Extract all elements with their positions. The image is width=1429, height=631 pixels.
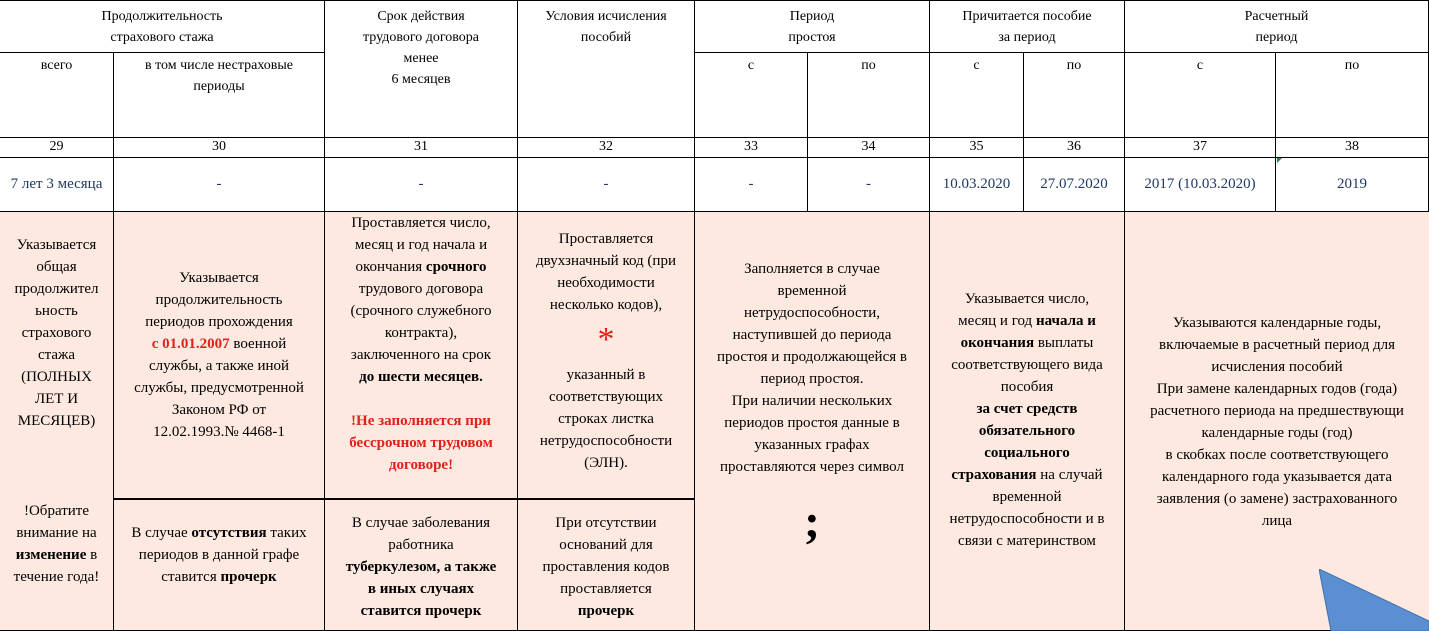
desc-line: При наличии нескольких — [731, 393, 893, 409]
desc-line: временной — [777, 283, 847, 299]
desc-line: Заполняется в случае — [744, 261, 880, 277]
desc-line: туберкулезом, а также — [345, 559, 497, 575]
desc-line: продолжител — [14, 281, 99, 297]
desc-line: исчисления пособий — [1211, 359, 1343, 375]
desc-line: нетрудоспособности, — [743, 305, 881, 321]
col-number: 35 — [930, 138, 1024, 158]
desc-line: трудового договора — [358, 281, 484, 297]
desc-line: ставится прочерк — [360, 603, 482, 619]
desc-line: календарные годы (год) — [1201, 425, 1353, 441]
desc-bold: срочного — [425, 259, 487, 275]
desc-text: таких — [270, 525, 307, 541]
desc-line: соответствующих — [549, 389, 663, 405]
col-number: 33 — [695, 138, 808, 158]
header-benefit-to: по — [1024, 53, 1125, 138]
desc-line: в скобках после соответствующего — [1165, 447, 1389, 463]
header-text: менее — [403, 51, 439, 66]
desc-line: необходимости — [557, 275, 655, 291]
desc-benefit-period — [930, 212, 1125, 631]
desc-line: простоя и продолжающейся в — [717, 349, 907, 365]
col-number: 32 — [518, 138, 695, 158]
desc-line: контракта), — [384, 325, 458, 341]
desc-line: строках листка — [558, 411, 654, 427]
desc-line: оснований для — [559, 537, 653, 553]
value-calc-to[interactable]: 2019 — [1276, 158, 1429, 212]
desc-line: лица — [1261, 513, 1293, 529]
desc-bold: окончания — [960, 335, 1035, 351]
desc-line — [161, 566, 276, 588]
header-contract-term — [325, 0, 518, 138]
desc-line: проставляется — [560, 581, 652, 597]
desc-conditions-absent — [518, 499, 695, 631]
desc-line: расчетного периода на предшествующи — [1150, 403, 1404, 419]
desc-text: ставится — [161, 569, 217, 585]
desc-line: заявления (о замене) застрахованного — [1156, 491, 1398, 507]
desc-line: прочерк — [577, 603, 635, 619]
desc-line: месяц и год начала и — [354, 237, 488, 253]
desc-line — [355, 256, 486, 278]
desc-downtime — [695, 212, 930, 631]
desc-line: заключенного на срок — [350, 347, 492, 363]
desc-text: на случай — [1040, 467, 1103, 483]
value-downtime-from[interactable]: - — [695, 158, 808, 212]
header-non-insurance — [114, 53, 325, 138]
desc-line: МЕСЯЦЕВ) — [17, 413, 96, 429]
desc-line: календарного года указывается дата — [1161, 469, 1393, 485]
desc-line: временной — [992, 489, 1062, 505]
desc-line: проставления кодов — [542, 559, 670, 575]
desc-line: за счет средств — [976, 401, 1078, 417]
desc-line — [958, 310, 1096, 332]
desc-warning: бессрочном трудовом — [349, 435, 493, 451]
desc-line — [131, 522, 306, 544]
header-text: Причитается пособие — [962, 9, 1092, 24]
header-benefit-from: с — [930, 53, 1024, 138]
desc-line: до шести месяцев. — [359, 369, 483, 385]
header-downtime-from: с — [695, 53, 808, 138]
asterisk-icon: * — [597, 321, 615, 358]
desc-warning: !Не заполняется при — [351, 413, 491, 429]
desc-line: периодов простоя данные в — [724, 415, 900, 431]
desc-line: периодов прохождения — [145, 314, 293, 330]
header-calc-period — [1125, 0, 1429, 53]
desc-text: внимание на — [16, 525, 97, 541]
col-number: 30 — [114, 138, 325, 158]
desc-bold: изменение — [15, 547, 87, 563]
desc-line: работника — [388, 537, 454, 553]
desc-non-insurance-absent — [114, 499, 325, 631]
desc-line: Законом РФ от — [171, 402, 267, 418]
desc-line: Указываются календарные годы, — [1172, 315, 1382, 331]
header-text: 6 месяцев — [391, 72, 451, 87]
desc-non-insurance — [114, 212, 325, 499]
desc-line: наступившей до периода — [732, 327, 892, 343]
desc-line: общая — [36, 259, 77, 275]
triangle-shape — [1319, 569, 1429, 631]
value-downtime-to[interactable]: - — [808, 158, 930, 212]
desc-total-length — [0, 212, 114, 631]
desc-line — [152, 333, 287, 355]
header-calc-from: с — [1125, 53, 1276, 138]
desc-line: Указывается число, — [964, 291, 1090, 307]
desc-line: Указывается — [16, 237, 97, 253]
header-text: пособий — [580, 30, 632, 45]
desc-line: Проставляется — [558, 231, 654, 247]
header-text: страхового стажа — [110, 30, 214, 45]
header-text: Расчетный — [1244, 9, 1309, 24]
desc-line: ЛЕТ И — [34, 391, 79, 407]
value-calc-from[interactable]: 2017 (10.03.2020) — [1125, 158, 1276, 212]
header-text: за период — [998, 30, 1056, 45]
desc-bold: начала и — [1035, 313, 1096, 329]
value-benefit-to[interactable]: 27.07.2020 — [1024, 158, 1125, 212]
cell-comment-marker — [1277, 158, 1282, 163]
header-text: Срок действия — [377, 9, 465, 24]
desc-line: продолжительность — [155, 292, 283, 308]
header-text: Период — [789, 9, 835, 24]
desc-text: месяц и год — [958, 313, 1033, 329]
desc-line: проставляются через символ — [720, 459, 904, 475]
desc-line: периодов в данной графе — [138, 547, 300, 563]
desc-bold: страхования — [951, 467, 1037, 483]
semicolon-symbol: ; — [804, 495, 820, 548]
desc-line: нетрудоспособности и в — [949, 511, 1105, 527]
desc-note: !Обратите — [23, 503, 90, 519]
desc-text: военной — [233, 336, 287, 352]
desc-line: период простоя. — [760, 371, 864, 387]
desc-warning: договоре! — [388, 457, 454, 473]
desc-note: течение года! — [13, 569, 100, 585]
desc-date: с 01.01.2007 — [151, 336, 230, 352]
value-non-insurance[interactable]: - — [114, 158, 325, 212]
value-benefit-from[interactable]: 10.03.2020 — [930, 158, 1024, 212]
desc-line: службы, предусмотренной — [134, 380, 304, 396]
col-number: 31 — [325, 138, 518, 158]
value-total-length[interactable]: 7 лет 3 месяца — [0, 158, 114, 212]
desc-line: в иных случаях — [367, 581, 475, 597]
desc-line: При замене календарных годов (года) — [1156, 381, 1398, 397]
header-downtime-to: по — [808, 53, 930, 138]
desc-line: (срочного служебного — [350, 303, 492, 319]
desc-line: социального — [984, 445, 1070, 461]
col-number: 38 — [1276, 138, 1429, 158]
header-benefit-period — [930, 0, 1125, 53]
header-text: Условия исчисления — [545, 9, 667, 24]
triangle-polygon — [1319, 569, 1429, 631]
desc-line: соответствующего вида — [951, 357, 1103, 373]
header-text: трудового договора — [363, 30, 479, 45]
header-conditions — [518, 0, 695, 138]
desc-line: включаемые в расчетный период для — [1159, 337, 1395, 353]
desc-line: Проставляется число, — [351, 215, 491, 231]
desc-line: страхового — [21, 325, 92, 341]
desc-line: указанных графах — [754, 437, 870, 453]
desc-line: службы, а также иной — [148, 358, 290, 374]
header-text: Продолжительность — [101, 9, 223, 24]
value-contract-term[interactable]: - — [325, 158, 518, 212]
desc-line: Указывается — [179, 270, 259, 286]
desc-line: двухзначный код (при — [536, 253, 676, 269]
col-number: 34 — [808, 138, 930, 158]
desc-line: обязательного — [978, 423, 1076, 439]
desc-contract-tuberculosis — [325, 499, 518, 631]
desc-line: ьность — [35, 303, 78, 319]
header-total: всего — [0, 53, 114, 138]
desc-line: (ЭЛН). — [584, 455, 628, 471]
desc-line: 12.02.1993.№ 4468-1 — [153, 424, 285, 440]
desc-line: указанный в — [566, 367, 646, 383]
header-calc-to: по — [1276, 53, 1429, 138]
desc-bold: прочерк — [220, 569, 277, 585]
header-downtime — [695, 0, 930, 53]
desc-line: несколько кодов), — [549, 297, 663, 313]
header-text: периоды — [193, 79, 245, 94]
desc-note — [2, 522, 111, 566]
value-conditions[interactable]: - — [518, 158, 695, 212]
desc-text: окончания — [355, 259, 423, 275]
desc-line: При отсутствии — [555, 515, 657, 531]
desc-line: нетрудоспособности — [539, 433, 673, 449]
desc-text: в — [90, 547, 98, 563]
desc-line: пособия — [1000, 379, 1054, 395]
header-text: в том числе нестраховые — [144, 58, 294, 73]
col-number: 36 — [1024, 138, 1125, 158]
desc-line: связи с материнством — [958, 533, 1096, 549]
header-insurance-length — [0, 0, 325, 53]
col-number: 29 — [0, 138, 114, 158]
header-text: простоя — [788, 30, 836, 45]
desc-line: В случае заболевания — [351, 515, 491, 531]
desc-line — [951, 464, 1102, 486]
desc-line — [961, 332, 1094, 354]
desc-text: В случае — [131, 525, 188, 541]
desc-bold: отсутствия — [191, 525, 267, 541]
desc-conditions — [518, 212, 695, 499]
desc-contract-term — [325, 212, 518, 499]
header-text: период — [1255, 30, 1298, 45]
desc-line: стажа — [37, 347, 76, 363]
desc-line: (ПОЛНЫХ — [21, 369, 92, 385]
desc-text: выплаты — [1037, 335, 1094, 351]
col-number: 37 — [1125, 138, 1276, 158]
